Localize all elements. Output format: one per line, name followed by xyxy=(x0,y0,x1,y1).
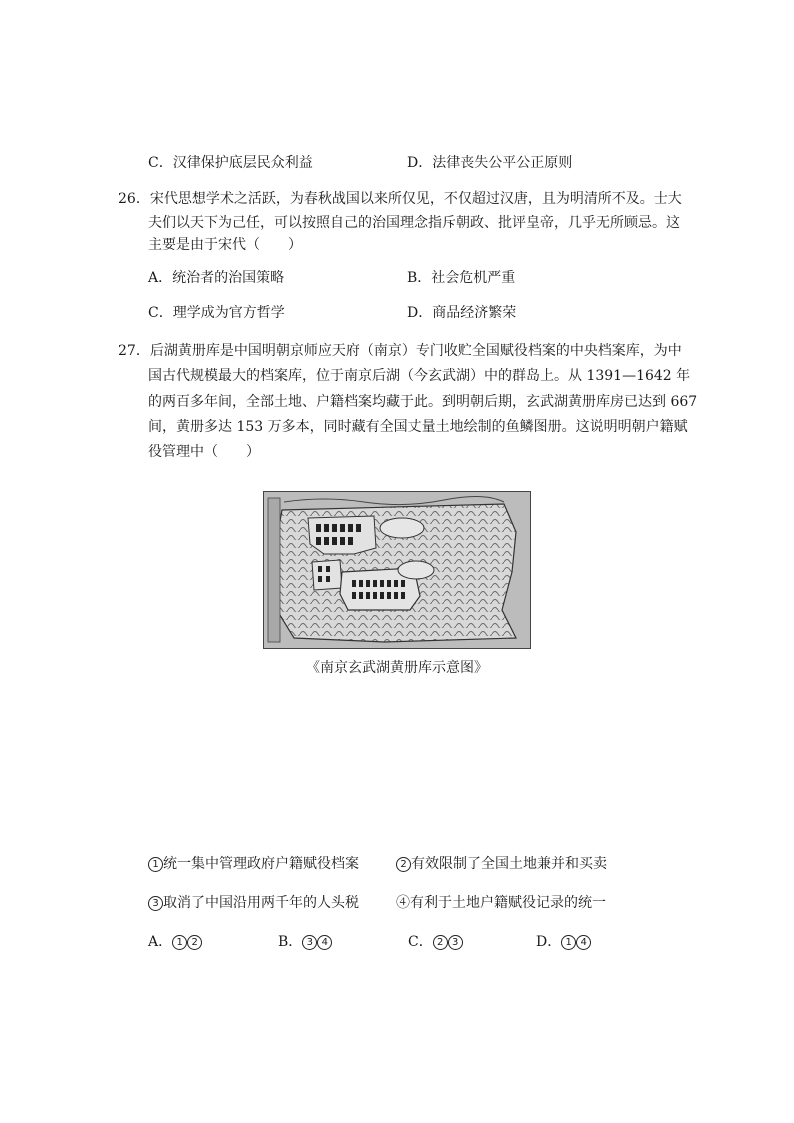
q27-statement-4: ④有利于土地户籍赋役记录的统一 xyxy=(396,895,606,911)
q26-option-c: C．理学成为官方哲学 xyxy=(148,305,285,321)
q27-stem-line-5: 役管理中（ ） xyxy=(148,444,260,460)
q27-choice-a-label: A． xyxy=(148,934,173,950)
q27-choice-a xyxy=(148,931,202,951)
q27-stem-line-4: 间，黄册多达 153 万多本，同时藏有全国丈量土地绘制的鱼鳞图册。这说明明朝户籍赋 xyxy=(148,419,688,435)
q26-option-a: A．统治者的治国策略 xyxy=(148,270,285,286)
q27-statement-1 xyxy=(148,853,359,873)
q26-stem-line-3: 主要是由于宋代（ ） xyxy=(148,237,302,253)
circled-number-3: 3 xyxy=(148,896,163,911)
circled-number: 3 xyxy=(302,935,317,950)
q27-statement-2 xyxy=(396,853,607,873)
circled-number: 1 xyxy=(561,935,576,950)
island-1 xyxy=(308,516,376,554)
q27-statement-3-text: 取消了中国沿用两千年的人头税 xyxy=(163,895,359,911)
circled-number: 4 xyxy=(576,935,591,950)
island-2 xyxy=(380,518,424,538)
island-3 xyxy=(312,560,342,590)
q27-statement-2-text: 有效限制了全国土地兼并和买卖 xyxy=(411,856,607,872)
circled-number: 3 xyxy=(448,935,463,950)
circled-number-1: 1 xyxy=(148,857,163,872)
island-4 xyxy=(398,561,434,579)
q27-choice-b xyxy=(278,931,332,951)
q27-stem-line-3: 的两百多年间，全部土地、户籍档案均藏于此。到明朝后期，玄武湖黄册库房已达到 667 xyxy=(148,394,698,410)
q27-stem-line-2: 国古代规模最大的档案库，位于南京后湖（今玄武湖）中的群岛上。从 1391—1642 年 xyxy=(148,368,691,384)
xuanwu-lake-archive-map-image xyxy=(263,491,531,649)
q27-choice-b-label: B． xyxy=(278,934,303,950)
q25-option-c: C．汉律保护底层民众利益 xyxy=(148,155,313,171)
q27-choice-d xyxy=(536,931,591,951)
q26-option-b: B．社会危机严重 xyxy=(407,270,516,286)
q27-statement-3 xyxy=(148,892,359,912)
circled-number: 4 xyxy=(317,935,332,950)
figure-caption: 《南京玄武湖黄册库示意图》 xyxy=(306,660,488,676)
q25-option-d: D．法律丧失公平公正原则 xyxy=(407,155,573,171)
q26-stem-line-1: 26．宋代思想学术之活跃，为春秋战国以来所仅见，不仅超过汉唐，且为明清所不及。士大 xyxy=(118,191,682,207)
circled-number: 2 xyxy=(433,935,448,950)
q26-option-d: D．商品经济繁荣 xyxy=(407,305,517,321)
q27-statement-1-text: 统一集中管理政府户籍赋役档案 xyxy=(163,856,359,872)
q27-choice-c xyxy=(408,931,463,951)
circled-number-2: 2 xyxy=(396,857,411,872)
circled-number: 2 xyxy=(187,935,202,950)
q27-choice-d-label: D． xyxy=(536,934,562,950)
circled-number: 1 xyxy=(172,935,187,950)
q27-stem-line-1: 27．后湖黄册库是中国明朝京师应天府（南京）专门收贮全国赋役档案的中央档案库，为中 xyxy=(118,343,682,359)
q26-stem-line-2: 夫们以天下为己任，可以按照自己的治国理念指斥朝政、批评皇帝，几乎无所顾忌。这 xyxy=(148,215,680,231)
q27-choice-c-label: C． xyxy=(408,934,433,950)
